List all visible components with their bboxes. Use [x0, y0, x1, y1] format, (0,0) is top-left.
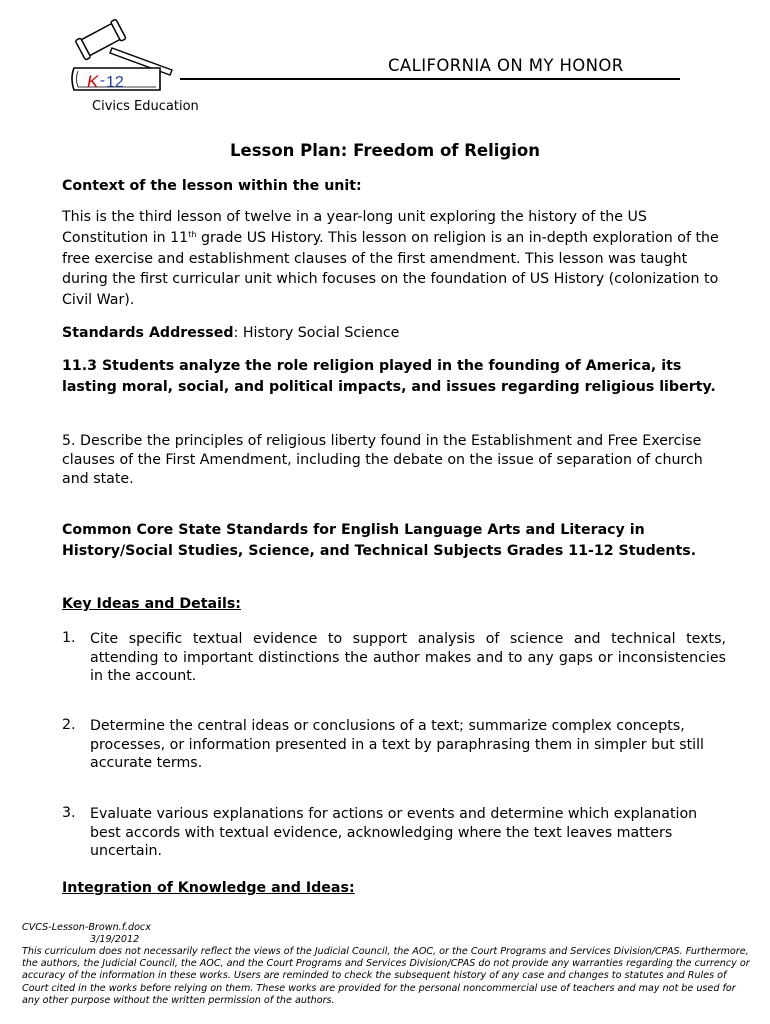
footer-filename: CVCS-Lesson-Brown.f.docx [22, 922, 151, 933]
list-item-2: Determine the central ideas or conclusions of a text; summarize complex concepts, processes, or information presented in a text by paraphrasing them in simpler but still accurate terms. [90, 718, 704, 772]
logo-12: 12 [106, 74, 124, 91]
gavel-book-logo [60, 18, 200, 100]
footer-date: 3/19/2012 [90, 934, 140, 945]
logo-dash: - [100, 72, 105, 89]
program-title: CALIFORNIA ON MY HONOR [388, 56, 624, 75]
standards-line [62, 323, 722, 344]
standard-5: 5. Describe the principles of religious liberty found in the Establishment and Free Exercise clauses of the First Amendment, including the debate on the issue of separation of church and state. [62, 433, 703, 487]
key-ideas-heading: Key Ideas and Details: [62, 596, 241, 612]
list-number: 1. [62, 630, 76, 646]
standard-11-3: 11.3 Students analyze the role religion played in the founding of America, its lasting moral, social, and political impacts, and issues regarding religious liberty. [62, 358, 716, 395]
context-paragraph [62, 207, 722, 311]
header-rule [180, 78, 680, 80]
context-heading: Context of the lesson within the unit: [62, 178, 362, 194]
list-item-1: Cite specific textual evidence to support analysis of science and technical texts, attending to important distinctions the author makes and to any gaps or inconsistencies in the account. [90, 631, 726, 685]
context-text-a: This is the third lesson of twelve in a year-long unit exploring the history of the US Constitution in 11 [62, 209, 647, 246]
context-sup: th [188, 229, 197, 239]
standards-label: Standards Addressed [62, 325, 234, 341]
context-text-b: grade US History. This lesson on religion is an in-depth exploration of the free exercise and establishment clauses of the first amendment. This lesson was taught during the first curricular unit which focuses on the foundation of US History (colonization to Civil War). [62, 229, 719, 309]
list-number: 2. [62, 717, 76, 733]
integration-heading: Integration of Knowledge and Ideas: [62, 880, 355, 896]
footer-disclaimer: This curriculum does not necessarily reflect the views of the Judicial Council, the AOC, or the Court Programs and Services Division/CPAS. Furthermore, the authors, the Judicial Council, the AOC, and the Court Programs and Services Division/CPAS do not provide any warranties regarding the currency or accuracy of the information in these works. Users are reminded to check the subsequent history of any case and changes to statutes and Rules of Court cited in the works before relying on them. These works are provided for the personal noncommercial use of teachers and may not be used for any other purpose without the written permission of the authors. [22, 946, 750, 1006]
logo-k: K [87, 72, 99, 91]
list-item-3: Evaluate various explanations for actions or events and determine which explanation best accords with textual evidence, acknowledging where the text leaves matters uncertain. [90, 806, 698, 860]
standards-value: : History Social Science [233, 325, 400, 341]
ccss-heading: Common Core State Standards for English Language Arts and Literacy in History/Social Studies, Science, and Technical Subjects Grades 11-12 Students. [62, 522, 697, 559]
org-line: Civics Education [92, 99, 199, 114]
page-title: Lesson Plan: Freedom of Religion [230, 141, 540, 160]
list-number: 3. [62, 805, 76, 821]
